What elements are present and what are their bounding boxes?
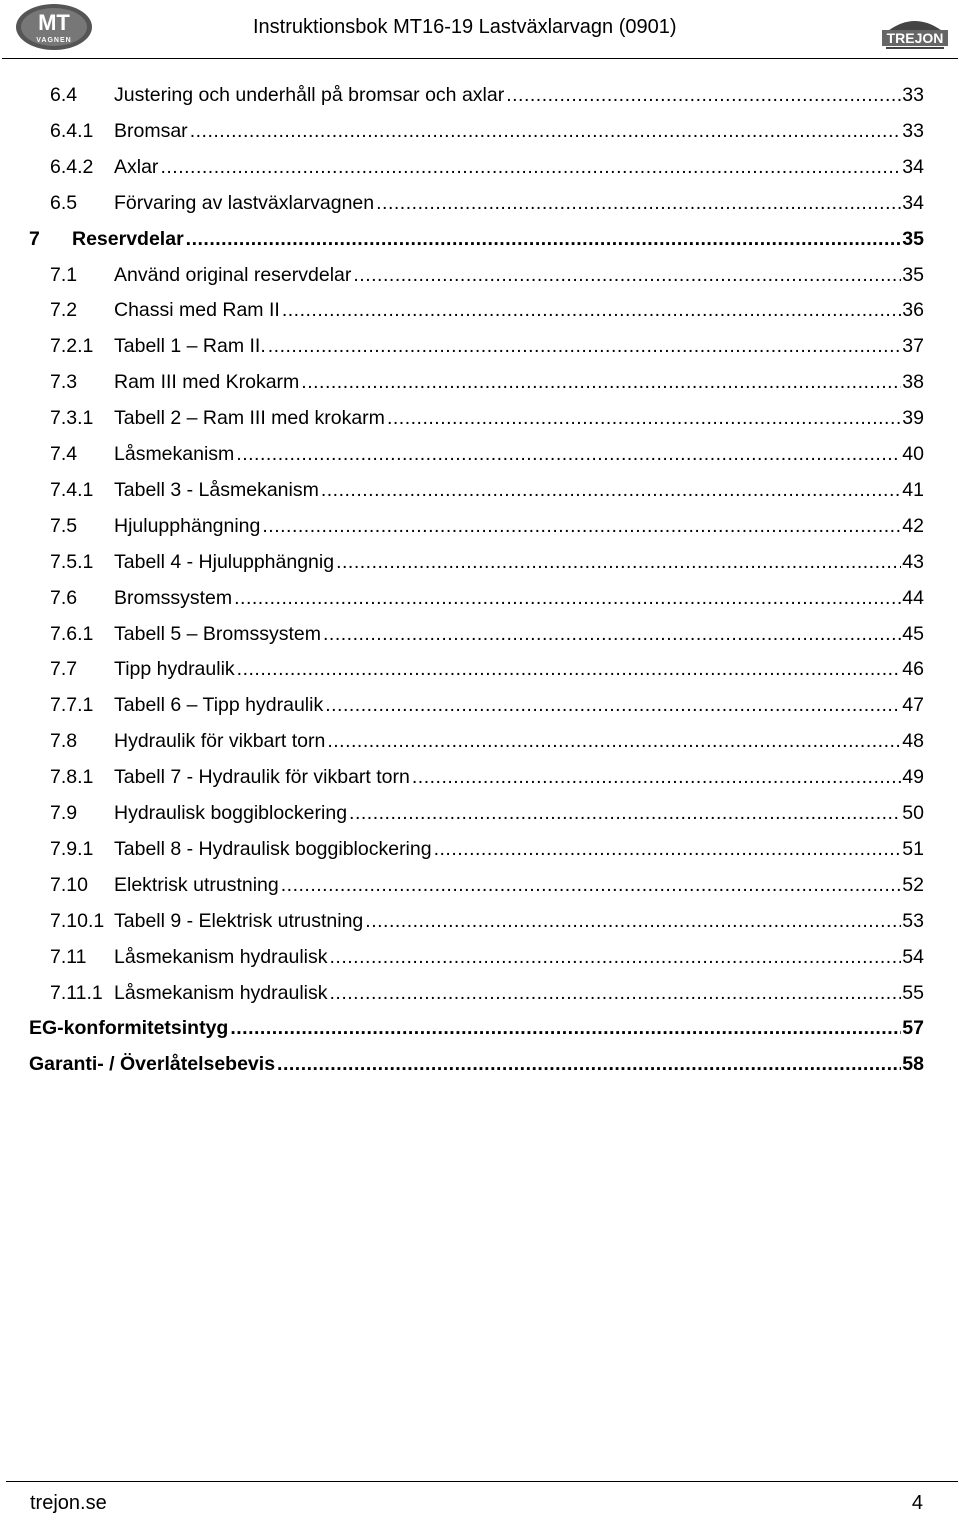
toc-entry[interactable] <box>0 549 960 575</box>
toc-entry-page: 36 <box>902 299 924 322</box>
toc-entry[interactable] <box>0 441 960 467</box>
toc-entry-page: 47 <box>902 694 924 717</box>
toc-leader-dots <box>506 82 901 108</box>
toc-entry[interactable] <box>0 405 960 431</box>
toc-entry-page: 49 <box>902 766 924 789</box>
header-rule <box>2 58 958 59</box>
toc-entry-title: Axlar <box>114 155 159 178</box>
toc-entry-page: 34 <box>902 155 924 178</box>
toc-entry-body <box>114 369 924 395</box>
toc-entry[interactable] <box>0 226 960 252</box>
toc-entry-number: 6.5 <box>50 191 78 214</box>
toc-entry-number: 7.5.1 <box>50 550 94 573</box>
toc-entry-body <box>114 585 924 611</box>
toc-entry-number: 7.1 <box>50 263 78 286</box>
footer-site: trejon.se <box>30 1492 107 1514</box>
toc-entry-body <box>114 333 924 359</box>
toc-entry-title: Låsmekanism <box>114 443 235 465</box>
toc-entry-title: Elektrisk utrustning <box>114 873 279 896</box>
toc-entry[interactable] <box>0 513 960 539</box>
toc-entry-page: 57 <box>902 1017 924 1040</box>
toc-leader-dots <box>327 728 901 754</box>
toc-entry-number: 7.8.1 <box>50 766 94 789</box>
toc-entry-title: Låsmekanism hydraulisk <box>114 981 328 1004</box>
toc-entry-body <box>114 477 924 503</box>
toc-entry-number: 7.6 <box>50 586 78 609</box>
toc-entry-number: 7.7 <box>50 658 78 681</box>
toc-leader-dots <box>190 118 902 144</box>
toc-entry-body <box>114 764 924 790</box>
toc-entry-body <box>114 800 924 826</box>
toc-entry-number: 7.10.1 <box>50 909 105 932</box>
toc-entry-number: 7.4 <box>50 443 78 465</box>
toc-entry-body <box>114 872 924 898</box>
toc-entry-page: 34 <box>902 191 924 214</box>
toc-entry-title: Reservdelar <box>72 227 184 250</box>
toc-entry-body <box>114 297 924 323</box>
toc-leader-dots <box>237 656 902 682</box>
toc-entry-title: Hjulupphängning <box>114 514 261 537</box>
toc-entry[interactable] <box>0 333 960 359</box>
toc-leader-dots <box>160 154 901 180</box>
toc-entry-page: 53 <box>902 909 924 932</box>
toc-entry-title: Tabell 1 – Ram II. <box>114 335 266 358</box>
toc-entry-number: 7.2 <box>50 299 78 322</box>
toc-entry[interactable] <box>0 656 960 682</box>
toc-entry-body <box>114 836 924 862</box>
toc-entry-title: Bromsar <box>114 119 188 142</box>
toc-entry-body <box>114 549 924 575</box>
toc-entry[interactable] <box>0 154 960 180</box>
toc-entry-number: 6.4 <box>50 84 78 106</box>
logo-left-text-mt: MT <box>38 10 70 35</box>
toc-entry-body <box>114 118 924 144</box>
toc-leader-dots <box>262 513 901 539</box>
toc-entry-number: 7.2.1 <box>50 335 94 358</box>
toc-entry-title: Hydraulik för vikbart torn <box>114 730 326 753</box>
toc-entry-page: 40 <box>902 443 924 465</box>
toc-entry-page: 45 <box>902 622 924 645</box>
toc-entry[interactable] <box>0 262 960 288</box>
toc-leader-dots <box>336 549 901 575</box>
toc-entry-body <box>114 82 924 108</box>
toc-entry-number: 6.4.2 <box>50 155 94 178</box>
toc-entry-number: 7.3 <box>50 371 78 394</box>
toc-entry-title: Tabell 7 - Hydraulik för vikbart torn <box>114 766 410 789</box>
toc-entry-body <box>114 621 924 647</box>
toc-entry-body <box>29 1051 924 1077</box>
toc-entry-number: 7.11 <box>50 945 87 968</box>
toc-entry-title: Tabell 6 – Tipp hydraulik <box>114 694 324 717</box>
toc-entry-number: 7.10 <box>50 873 88 896</box>
toc-entry-title: Tabell 5 – Bromssystem <box>114 622 321 645</box>
toc-leader-dots <box>387 405 901 431</box>
toc-entry[interactable] <box>0 944 960 970</box>
toc-entry-title: Tabell 2 – Ram III med krokarm <box>114 407 385 430</box>
toc-entry-page: 39 <box>902 407 924 430</box>
toc-entry-page: 52 <box>902 873 924 896</box>
toc-entry[interactable] <box>0 297 960 323</box>
toc-leader-dots <box>234 585 901 611</box>
page-header <box>0 0 960 60</box>
toc-entry-page: 46 <box>902 658 924 681</box>
toc-entry[interactable] <box>0 1051 960 1077</box>
toc-leader-dots <box>376 190 901 216</box>
toc-leader-dots <box>412 764 901 790</box>
toc-leader-dots <box>186 226 902 252</box>
toc-entry-title: Tipp hydraulik <box>114 658 235 681</box>
toc-entry-body <box>114 692 924 718</box>
toc-entry-title: Bromssystem <box>114 586 233 609</box>
toc-entry-body <box>114 405 924 431</box>
toc-entry-number: 7.11.1 <box>50 981 103 1004</box>
toc-entry[interactable] <box>0 980 960 1006</box>
toc-entry[interactable] <box>0 621 960 647</box>
toc-entry-number: 7.9 <box>50 802 78 824</box>
toc-entry[interactable] <box>0 728 960 754</box>
toc-entry-page: 58 <box>902 1053 924 1076</box>
toc-leader-dots <box>277 1051 901 1077</box>
toc-entry-title: Ram III med Krokarm <box>114 371 300 394</box>
toc-leader-dots <box>365 908 901 934</box>
toc-entry[interactable] <box>0 836 960 862</box>
toc-leader-dots <box>268 333 902 359</box>
toc-entry-body <box>29 1015 924 1041</box>
toc-leader-dots <box>325 692 901 718</box>
trejon-logo-icon <box>880 10 950 52</box>
toc-entry-body <box>114 190 924 216</box>
toc-entry-title: Chassi med Ram II <box>114 299 280 322</box>
toc-entry-page: 35 <box>902 263 924 286</box>
toc-entry-number: 7.8 <box>50 730 78 753</box>
toc-entry-number: 7.4.1 <box>50 478 94 501</box>
toc-entry-page: 37 <box>902 335 924 358</box>
mt-vagnen-logo-icon <box>14 2 94 52</box>
toc-entry[interactable] <box>0 764 960 790</box>
toc-entry-number: 7.5 <box>50 514 78 537</box>
toc-entry-page: 41 <box>902 478 924 501</box>
toc-entry-page: 44 <box>902 586 924 609</box>
toc-entry-title: Förvaring av lastväxlarvagnen <box>114 191 375 214</box>
toc-entry-page: 35 <box>902 227 924 250</box>
toc-entry-number: 7.6.1 <box>50 622 94 645</box>
toc-entry-number: 7.9.1 <box>50 837 94 860</box>
toc-leader-dots <box>330 980 902 1006</box>
toc-leader-dots <box>330 944 902 970</box>
toc-entry-number: 7 <box>29 227 40 250</box>
toc-entry-page: 51 <box>902 837 924 860</box>
footer-page-number: 4 <box>911 1492 923 1514</box>
toc-entry-body <box>114 908 924 934</box>
toc-entry[interactable] <box>0 800 960 826</box>
toc-entry-page: 54 <box>902 945 924 968</box>
toc-entry-body <box>114 656 924 682</box>
toc-entry[interactable] <box>0 369 960 395</box>
toc-leader-dots <box>321 477 901 503</box>
toc-leader-dots <box>282 297 901 323</box>
toc-entry-body <box>114 513 924 539</box>
toc-entry-page: 33 <box>902 119 924 142</box>
toc-entry-title: Tabell 3 - Låsmekanism <box>114 478 319 501</box>
toc-entry-body <box>114 441 924 467</box>
toc-leader-dots <box>281 872 902 898</box>
toc-leader-dots <box>434 836 902 862</box>
toc-entry-title: EG-konformitetsintyg <box>29 1017 229 1040</box>
toc-entry[interactable] <box>0 908 960 934</box>
toc-entry[interactable] <box>0 477 960 503</box>
toc-entry-title: Låsmekanism hydraulisk <box>114 945 328 968</box>
toc-leader-dots <box>230 1015 901 1041</box>
toc-entry-page: 42 <box>902 514 924 537</box>
toc-entry-title: Justering och underhåll på bromsar och axlar <box>114 84 505 106</box>
toc-entry-page: 55 <box>902 981 924 1004</box>
toc-entry-title: Tabell 8 - Hydraulisk boggiblockering <box>114 837 432 860</box>
toc-entry-page: 50 <box>902 802 924 824</box>
document-title: Instruktionsbok MT16-19 Lastväxlarvagn (0901) <box>253 16 677 38</box>
toc-entry-page: 38 <box>902 371 924 394</box>
toc-entry[interactable] <box>0 1015 960 1041</box>
toc-leader-dots <box>236 441 901 467</box>
toc-entry-title: Hydraulisk boggiblockering <box>114 802 348 824</box>
toc-entry-body <box>114 262 924 288</box>
toc-leader-dots <box>353 262 901 288</box>
logo-right-text: TREJON <box>886 30 944 46</box>
toc-entry-body <box>114 154 924 180</box>
logo-left-text-sub: VAGNEN <box>36 37 72 44</box>
toc-entry-number: 7.7.1 <box>50 694 94 717</box>
toc-entry-title: Tabell 4 - Hjulupphängnig <box>114 550 335 573</box>
toc-entry-body <box>114 944 924 970</box>
toc-entry-title: Garanti- / Överlåtelsebevis <box>29 1053 276 1076</box>
toc-entry-body <box>114 980 924 1006</box>
toc-entry-page: 43 <box>902 550 924 573</box>
toc-leader-dots <box>349 800 901 826</box>
toc-entry[interactable] <box>0 585 960 611</box>
toc-entry-number: 6.4.1 <box>50 119 94 142</box>
toc-leader-dots <box>301 369 901 395</box>
toc-leader-dots <box>323 621 901 647</box>
toc-entry[interactable] <box>0 692 960 718</box>
toc-entry-body <box>114 728 924 754</box>
toc-entry-title: Tabell 9 - Elektrisk utrustning <box>114 909 364 932</box>
toc-entry-title: Använd original reservdelar <box>114 263 352 286</box>
toc-entry[interactable] <box>0 872 960 898</box>
toc-entry-number: 7.3.1 <box>50 407 94 430</box>
toc-entry-page: 48 <box>902 730 924 753</box>
toc-entry[interactable] <box>0 190 960 216</box>
toc-entry[interactable] <box>0 82 960 108</box>
toc-entry-body <box>72 226 924 252</box>
toc-entry-page: 33 <box>902 84 924 106</box>
toc-entry[interactable] <box>0 118 960 144</box>
footer-rule <box>6 1481 958 1482</box>
